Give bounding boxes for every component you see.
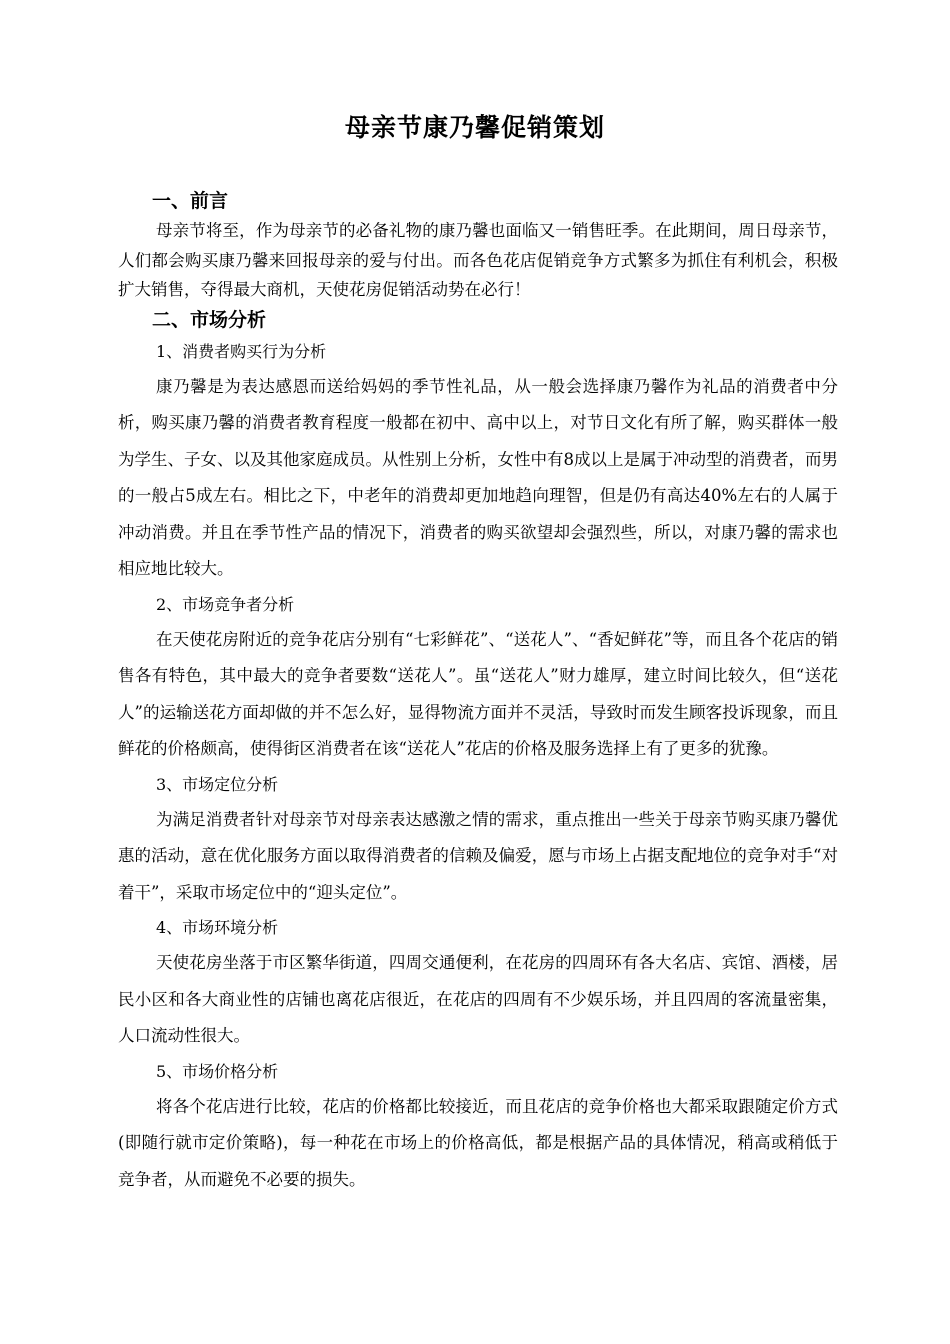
section-heading-market-analysis: 二、市场分析 [152, 308, 267, 331]
pricing-paragraph: 将各个花店进行比较，花店的价格都比较接近，而且花店的竞争价格也大都采取跟随定价方式(即随行就市定价策略)，每一种花在市场上的价格高低，都是根据产品的具体情况，稍高或稍低于竞争者，从而避免不必要的损失。 [118, 1096, 838, 1189]
competitors-paragraph: 在天使花房附近的竞争花店分别有“七彩鲜花”、“送花人”、“香妃鲜花”等，而且各个花店的销售各有特色，其中最大的竞争者要数“送花人”。虽“送花人”财力雄厚，建立时间比较久，但“送花人”的运输送花方面却做的并不怎么好，显得物流方面并不灵活，导致时而发生顾客投诉现象，而且鲜花的价格颇高，使得街区消费者在该“送花人”花店的价格及服务选择上有了更多的犹豫。 [118, 629, 838, 758]
section-heading-preface: 一、前言 [152, 190, 229, 212]
document-title: 母亲节康乃馨促销策划 [344, 113, 605, 142]
consumer-behavior-paragraph: 康乃馨是为表达感恩而送给妈妈的季节性礼品，从一般会选择康乃馨作为礼品的消费者中分析，购买康乃馨的消费者教育程度一般都在初中、高中以上，对节日文化有所了解，购买群体一般为学生、子女、以及其他家庭成员。从性别上分析，女性中有8成以上是属于冲动型的消费者，而男的一般占5成左右。相比之下，中老年的消费却更加地趋向理智，但是仍有高达40%左右的人属于冲动消费。并且在季节性产品的情况下，消费者的购买欲望却会强烈些，所以，对康乃馨的需求也相应地比较大。 [118, 376, 838, 578]
subsection-heading-environment: 4、市场环境分析 [156, 918, 279, 937]
environment-paragraph: 天使花房坐落于市区繁华街道，四周交通便利，在花房的四周环有各大名店、宾馆、酒楼，居民小区和各大商业性的店铺也离花店很近，在花店的四周有不少娱乐场，并且四周的客流量密集，人口流动性很大。 [118, 953, 838, 1045]
preface-paragraph: 母亲节将至，作为母亲节的必备礼物的康乃馨也面临又一销售旺季。在此期间，周日母亲节，人们都会购买康乃馨来回报母亲的爱与付出。而各色花店促销竞争方式繁多为抓住有利机会，积极扩大销售，夺得最大商机，天使花房促销活动势在必行！ [118, 221, 838, 299]
positioning-paragraph: 为满足消费者针对母亲节对母亲表达感激之情的需求，重点推出一些关于母亲节购买康乃馨优惠的活动，意在优化服务方面以取得消费者的信赖及偏爱，愿与市场上占据支配地位的竞争对手“对着干”，采取市场定位中的“迎头定位”。 [118, 809, 838, 902]
subsection-heading-pricing: 5、市场价格分析 [156, 1061, 279, 1081]
subsection-heading-consumer-behavior: 1、消费者购买行为分析 [156, 341, 327, 361]
subsection-heading-positioning: 3、市场定位分析 [156, 774, 279, 794]
document-content [118, 186, 838, 1198]
subsection-heading-competitors: 2、市场竞争者分析 [156, 594, 295, 614]
